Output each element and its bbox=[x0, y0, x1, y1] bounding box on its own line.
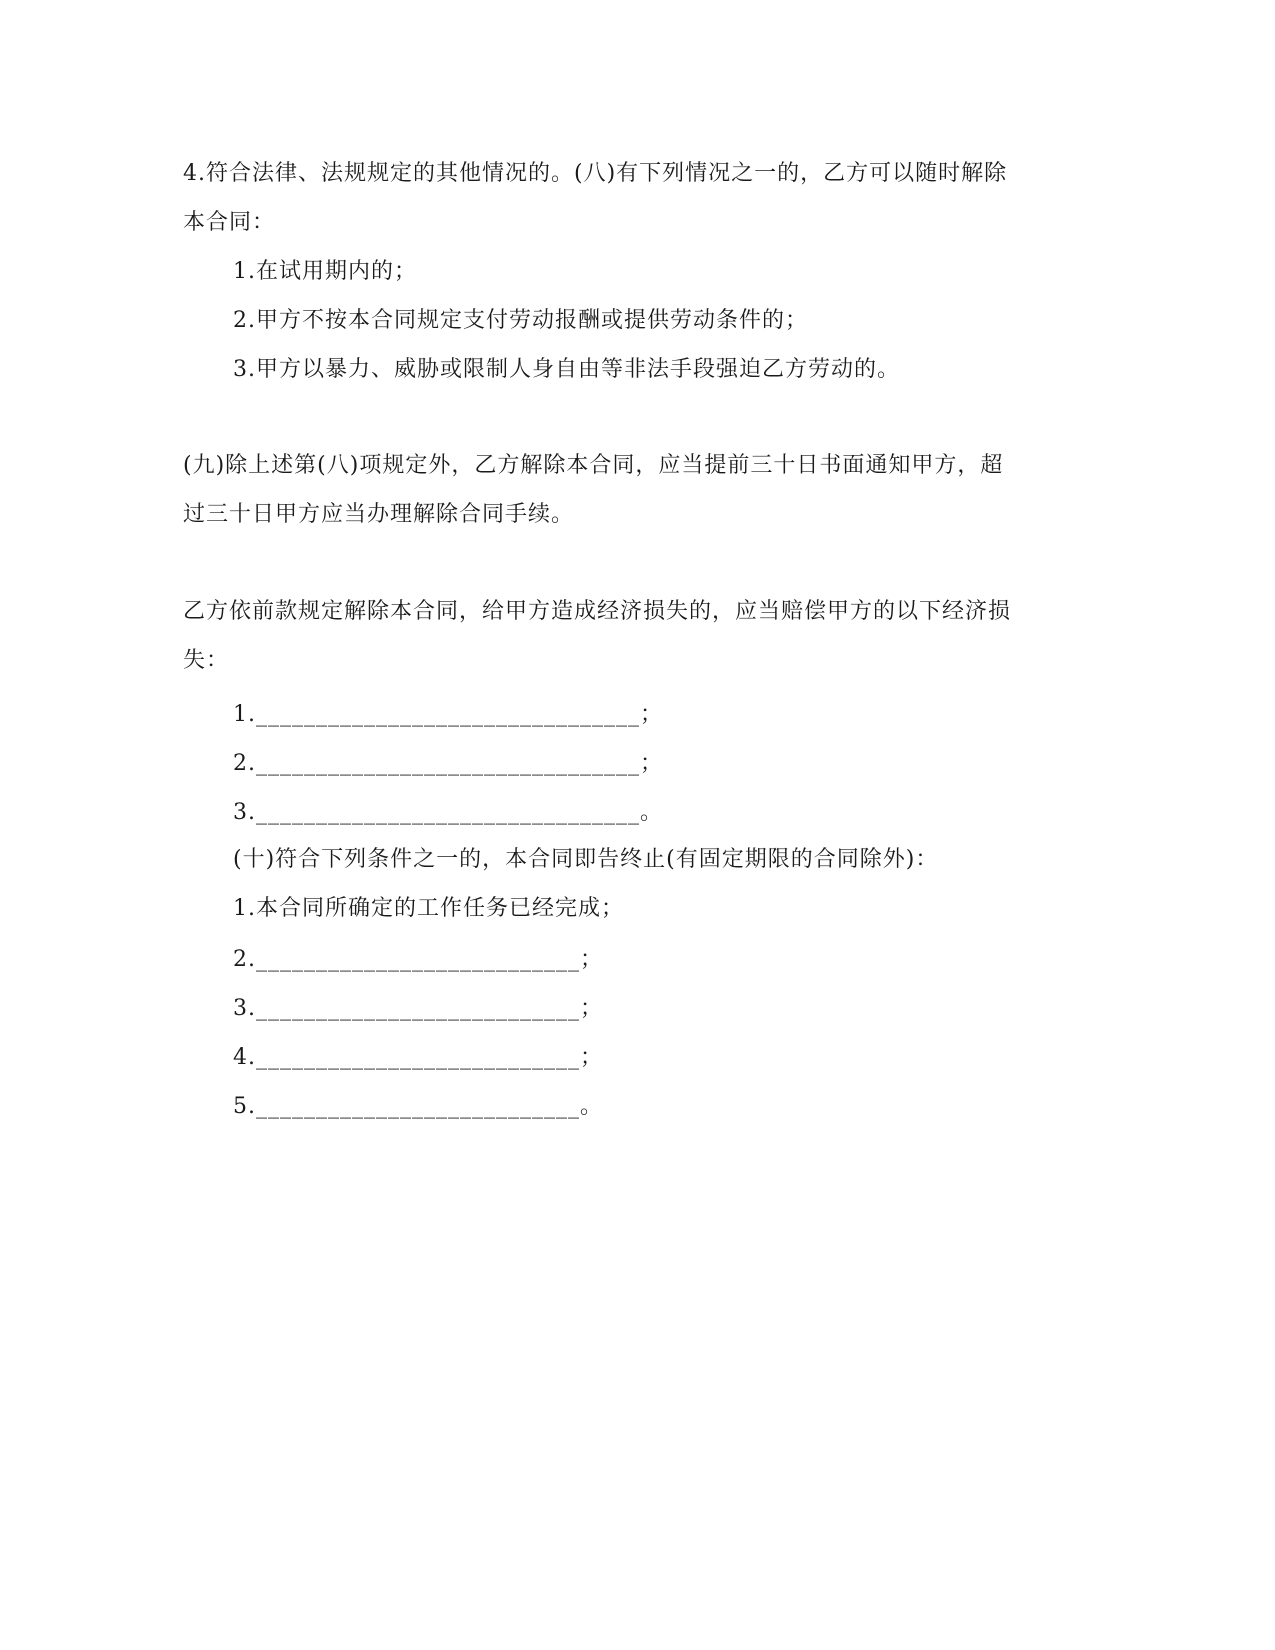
blank-list-item: 5.___________________________。 bbox=[233, 1094, 603, 1119]
paragraph-line: 过三十日甲方应当办理解除合同手续。 bbox=[183, 502, 575, 527]
blank-list-item: 3.________________________________。 bbox=[233, 800, 663, 825]
list-item: 1.在试用期内的； bbox=[233, 259, 417, 284]
paragraph-line: 乙方依前款规定解除本合同，给甲方造成经济损失的，应当赔偿甲方的以下经济损 bbox=[183, 599, 1012, 624]
paragraph-line: 4.符合法律、法规规定的其他情况的。(八)有下列情况之一的，乙方可以随时解除 bbox=[183, 161, 1008, 186]
blank-list-item: 2.________________________________； bbox=[233, 751, 663, 776]
blank-list-item: 1.________________________________； bbox=[233, 702, 663, 727]
paragraph-line: 失： bbox=[183, 648, 230, 673]
list-item: 3.甲方以暴力、威胁或限制人身自由等非法手段强迫乙方劳动的。 bbox=[233, 357, 900, 382]
blank-list-item: 3.___________________________； bbox=[233, 996, 603, 1021]
paragraph-line: (九)除上述第(八)项规定外，乙方解除本合同，应当提前三十日书面通知甲方，超 bbox=[183, 453, 1004, 478]
paragraph-line: 本合同： bbox=[183, 210, 276, 235]
list-item: 2.甲方不按本合同规定支付劳动报酬或提供劳动条件的； bbox=[233, 308, 808, 333]
list-item: 1.本合同所确定的工作任务已经完成； bbox=[233, 896, 624, 921]
blank-list-item: 2.___________________________； bbox=[233, 947, 603, 972]
blank-list-item: 4.___________________________； bbox=[233, 1045, 603, 1070]
paragraph-line: (十)符合下列条件之一的，本合同即告终止(有固定期限的合同除外)： bbox=[233, 847, 939, 872]
